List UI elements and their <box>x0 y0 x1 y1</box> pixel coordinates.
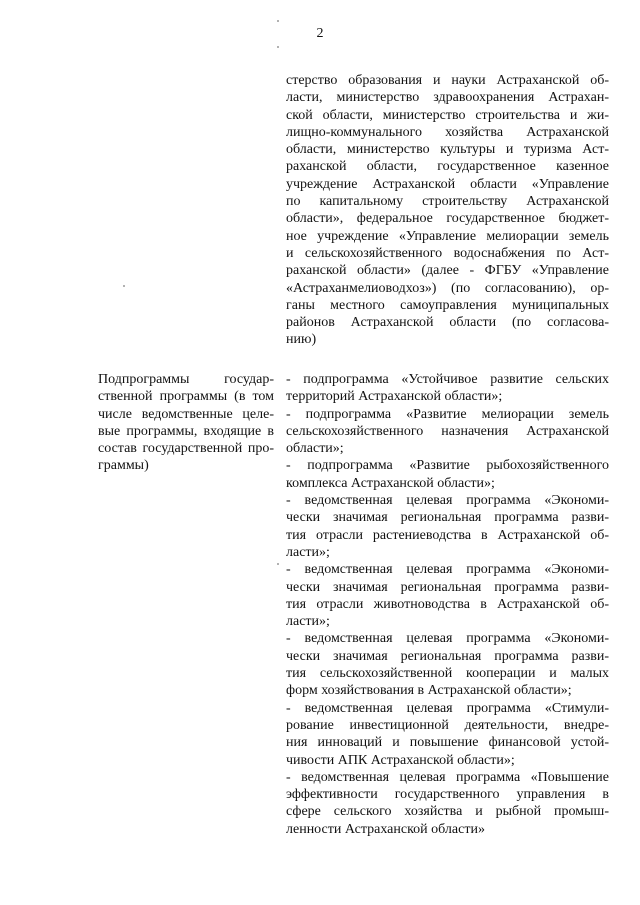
subprograms-list-line: ния инноваций и повышение финансовой устой- <box>286 735 609 751</box>
subprograms-list-line: - подпрограмма «Развитие мелиорации земель <box>286 406 609 422</box>
subprograms-list-line: сельскохозяйственного назначения Астраханской <box>286 423 609 439</box>
subprograms-list-line: тия сельскохозяйственной кооперации и малых <box>286 666 609 682</box>
subprograms-list-line: комплекса Астраханской области»; <box>286 475 495 491</box>
executors-line: нию) <box>286 332 317 348</box>
subprograms-label-line: Подпрограммы государ- <box>98 372 274 387</box>
executors-line: раханской области, государственное казенное <box>286 159 609 175</box>
scan-speck <box>277 20 279 22</box>
subprograms-list-line: форм хозяйствования в Астраханской области»; <box>286 683 572 699</box>
subprograms-list <box>286 371 609 838</box>
executors-line: по капитальному строительству Астраханской <box>286 194 609 210</box>
executors-line: «Астраханмелиоводхоз») (по согласованию), ор- <box>286 280 609 296</box>
subprograms-list-line: - ведомственная целевая программа «Повышение <box>286 769 609 785</box>
subprograms-list-line: ленности Астраханской области» <box>286 821 485 837</box>
executors-line: ской области, министерство строительства и жи- <box>286 107 609 123</box>
subprograms-list-line: ласти»; <box>286 614 330 630</box>
subprograms-list-line: - ведомственная целевая программа «Стимули- <box>286 700 609 716</box>
subprograms-list-line: ласти»; <box>286 544 330 560</box>
subprograms-label <box>98 371 274 475</box>
scan-speck <box>123 285 125 287</box>
subprograms-label-line: состав государственной про- <box>98 441 274 457</box>
subprograms-label-line: ственной программы (в том <box>98 389 274 405</box>
subprograms-list-line: эффективности государственного управления в <box>286 787 609 803</box>
executors-line: районов Астраханской области (по согласова- <box>286 315 609 331</box>
subprograms-list-line: территорий Астраханской области»; <box>286 389 503 405</box>
executors-text <box>286 72 609 349</box>
subprograms-list-line: - подпрограмма «Устойчивое развитие сельских <box>286 372 609 387</box>
executors-line: раханской области» (далее - ФГБУ «Управление <box>286 263 609 279</box>
executors-line: области», федеральное государственное бюджет- <box>286 211 609 227</box>
subprograms-label-line: числе ведомственные целе- <box>98 406 274 422</box>
subprograms-list-line: - ведомственная целевая программа «Экономи- <box>286 562 609 578</box>
subprograms-list-line: чивости АПК Астраханской области»; <box>286 752 515 768</box>
executors-line: стерство образования и науки Астраханской об- <box>286 73 609 88</box>
subprograms-label-line: вые программы, входящие в <box>98 423 274 439</box>
executors-line: ное учреждение «Управление мелиорации земель <box>286 228 609 244</box>
page-number: 2 <box>316 26 324 41</box>
scan-speck <box>277 46 279 48</box>
executors-line: учреждение Астраханской области «Управление <box>286 176 609 192</box>
subprograms-list-line: тия отрасли растениеводства в Астраханской об- <box>286 527 609 543</box>
subprograms-list-line: чески значимая региональная программа разви- <box>286 510 609 526</box>
subprograms-list-line: - подпрограмма «Развитие рыбохозяйственного <box>286 458 609 474</box>
subprograms-list-line: чески значимая региональная программа разви- <box>286 579 609 595</box>
scan-speck <box>277 563 279 565</box>
executors-line: области, министерство культуры и туризма Аст- <box>286 142 609 158</box>
executors-line: ласти, министерство здравоохранения Астрахан- <box>286 90 609 106</box>
subprograms-list-line: области»; <box>286 441 344 457</box>
executors-line: ганы местного самоуправления муниципальных <box>286 297 609 313</box>
subprograms-list-line: тия отрасли животноводства в Астраханской об- <box>286 596 609 612</box>
executors-line: лищно-коммунального хозяйства Астраханской <box>286 124 609 140</box>
subprograms-list-line: - ведомственная целевая программа «Экономи- <box>286 631 609 647</box>
executors-line: и сельскохозяйственного водоснабжения по Аст- <box>286 245 609 261</box>
subprograms-list-line: чески значимая региональная программа разви- <box>286 648 609 664</box>
subprograms-list-line: рование инвестиционной деятельности, внедре- <box>286 717 609 733</box>
subprograms-list-line: сфере сельского хозяйства и рыбной промыш- <box>286 804 609 820</box>
subprograms-list-line: - ведомственная целевая программа «Экономи- <box>286 493 609 509</box>
subprograms-label-line: граммы) <box>98 458 149 474</box>
